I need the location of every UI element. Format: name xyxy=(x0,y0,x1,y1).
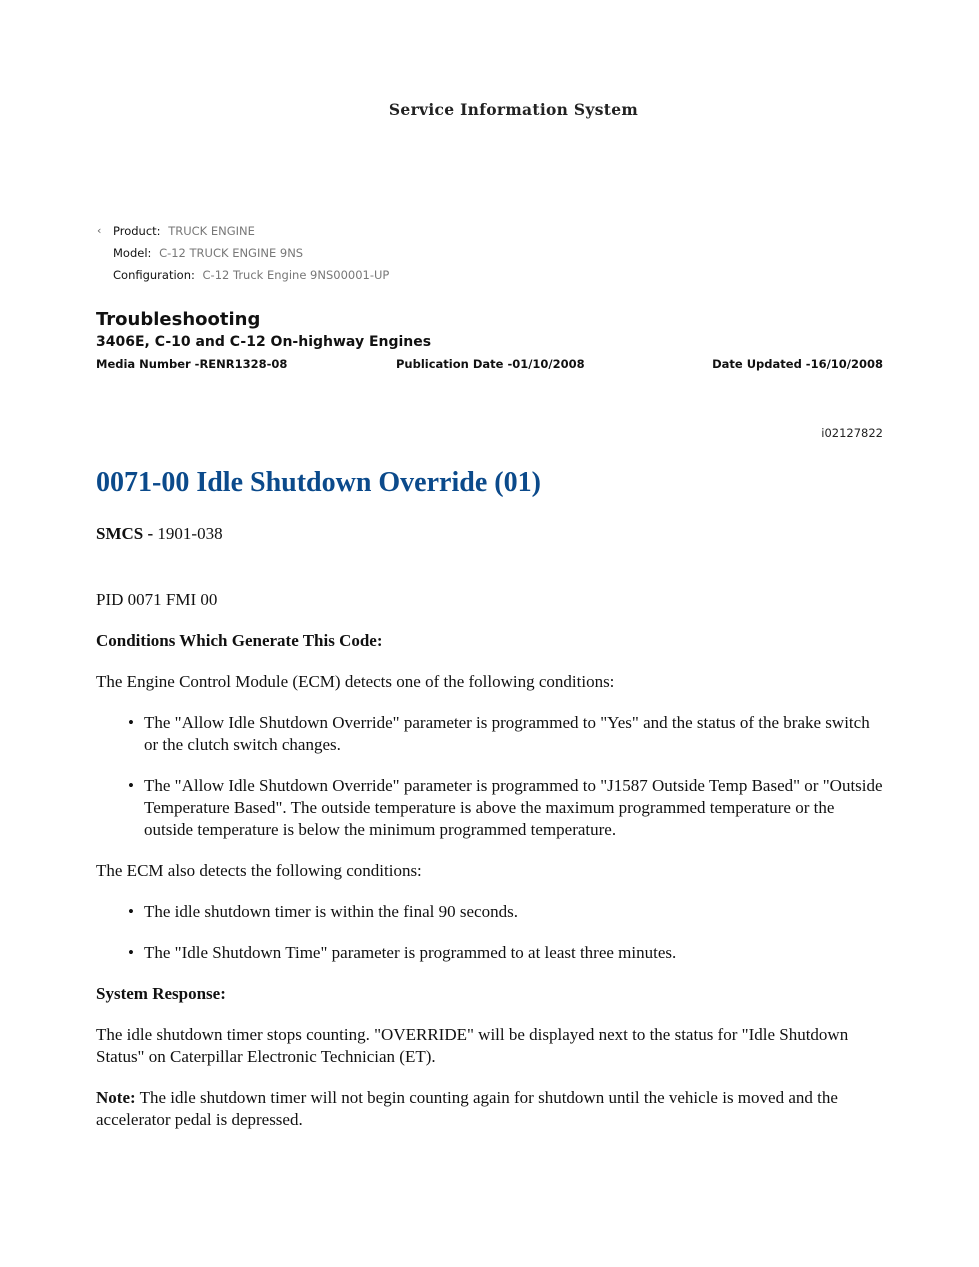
product-label: Product: xyxy=(113,224,161,238)
document-type: Troubleshooting xyxy=(96,309,261,330)
response-heading: System Response: xyxy=(96,984,226,1003)
model-label: Model: xyxy=(113,246,152,260)
configuration-value: C-12 Truck Engine 9NS00001-UP xyxy=(202,268,390,282)
conditions-list xyxy=(96,712,886,841)
conditions-intro: The Engine Control Module (ECM) detects one of the following conditions: xyxy=(96,672,615,691)
configuration-label: Configuration: xyxy=(113,268,195,282)
page-title: 0071-00 Idle Shutdown Override (01) xyxy=(96,467,541,498)
list-item: • The "Allow Idle Shutdown Override" parameter is programmed to "Yes" and the status of the brake switch or the clutch switch changes. xyxy=(96,712,886,756)
document-subtitle: 3406E, C-10 and C-12 On-highway Engines xyxy=(96,334,432,350)
note-text: The idle shutdown timer will not begin counting again for shutdown until the vehicle is moved and the accelerator pedal is depressed. xyxy=(96,1088,838,1129)
list-item: • The "Idle Shutdown Time" parameter is programmed to at least three minutes. xyxy=(96,942,886,964)
publication-row xyxy=(96,357,883,371)
response-text: The idle shutdown timer stops counting. "OVERRIDE" will be displayed next to the status for "Idle Shutdown Status" on Caterpillar Electronic Technician (ET). xyxy=(96,1025,849,1066)
smcs-label: SMCS - xyxy=(96,524,154,543)
also-intro: The ECM also detects the following conditions: xyxy=(96,861,422,880)
publication-date: Publication Date -01/10/2008 xyxy=(396,357,585,371)
date-updated: Date Updated -16/10/2008 xyxy=(712,357,883,371)
system-title: Service Information System xyxy=(388,100,639,119)
product-row xyxy=(96,224,389,246)
configuration-row xyxy=(96,268,389,290)
document-id: i02127822 xyxy=(821,426,883,440)
also-conditions-list xyxy=(96,901,886,964)
chevron-left-icon[interactable]: ‹ xyxy=(97,224,102,237)
document-header xyxy=(96,309,883,371)
smcs-value: 1901-038 xyxy=(153,524,223,543)
smcs-line xyxy=(96,523,886,545)
conditions-heading: Conditions Which Generate This Code: xyxy=(96,631,383,650)
note-label: Note: xyxy=(96,1088,136,1107)
model-row xyxy=(96,246,389,268)
list-item: • The "Allow Idle Shutdown Override" parameter is programmed to "J1587 Outside Temp Based" or "Outside Temperature Based". The outside temperature is above the maximum programmed temperature or the outside temperature is below the minimum programmed temperature. xyxy=(96,775,886,841)
document-body xyxy=(96,463,886,1131)
product-value: TRUCK ENGINE xyxy=(168,224,255,238)
pid-line: PID 0071 FMI 00 xyxy=(96,590,218,609)
media-number: Media Number -RENR1328-08 xyxy=(96,357,288,371)
note-paragraph xyxy=(96,1087,886,1131)
product-meta xyxy=(96,224,389,290)
list-item: • The idle shutdown timer is within the final 90 seconds. xyxy=(96,901,886,923)
model-value: C-12 TRUCK ENGINE 9NS xyxy=(159,246,304,260)
